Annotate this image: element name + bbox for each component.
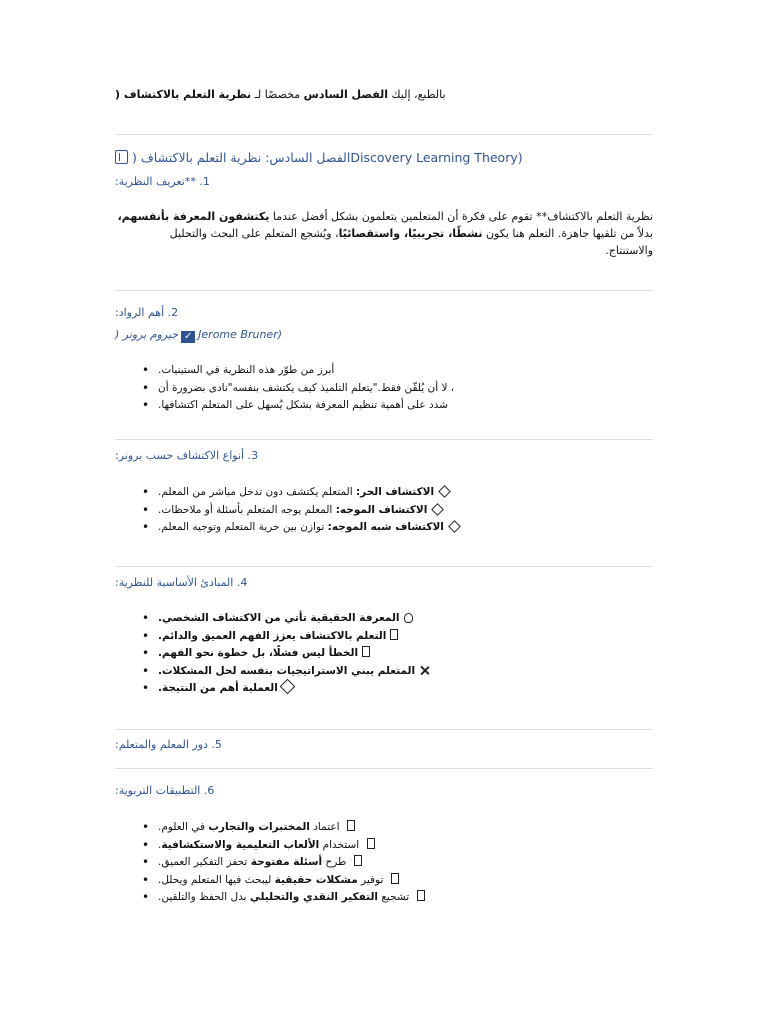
pioneer-arabic: جيروم برونر ( xyxy=(115,328,179,341)
check-icon: ✓ xyxy=(181,331,195,343)
divider xyxy=(115,290,653,291)
list-item: • تشجيع التفكير النقدي والتحليلي بدل الحفظ والتلقين. xyxy=(115,889,653,907)
box-icon xyxy=(347,820,355,831)
section3-heading: 3. أنواع الاكتشاف حسب برونر: xyxy=(115,449,259,462)
box-icon xyxy=(367,838,375,849)
section1-heading: 1. **تعريف النظرية: xyxy=(115,175,210,188)
diamond-icon xyxy=(431,503,444,516)
chapter-title-latin: Discovery Learning Theory) xyxy=(350,150,523,165)
section4-list xyxy=(115,610,653,698)
diamond-icon xyxy=(448,520,461,533)
section1-line1: نظرية التعلم بالاكتشاف** تقوم على فكرة أن المتعلمين يتعلمون بشكل أفضل عندما يكتشفون المعرفة بأنفسهم، xyxy=(117,210,653,223)
list-item: • المعرفة الحقيقية تأتي من الاكتشاف الشخصي. xyxy=(115,610,653,628)
box-icon xyxy=(390,629,398,640)
list-item: • التعلم بالاكتشاف يعزز الفهم العميق والدائم. xyxy=(115,628,653,646)
box-icon xyxy=(362,646,370,657)
list-item: • استخدام الألعاب التعليمية والاستكشافية. xyxy=(115,837,653,855)
document-page xyxy=(115,0,653,1024)
list-item: • المتعلم يبني الاستراتيجيات بنفسه لحل المشكلات. xyxy=(115,663,653,681)
divider xyxy=(115,768,653,769)
section6-heading: 6. التطبيقات التربوية: xyxy=(115,784,215,797)
list-item: • ، لا أن يُلقّن فقط."يتعلم التلميذ كيف يكتشف بنفسه"نادى بضرورة أن xyxy=(142,380,455,395)
intro-mid: مخصصًا لـ xyxy=(251,88,304,101)
tools-icon xyxy=(419,665,430,676)
list-item: • شدد على أهمية تنظيم المعرفة بشكل يُسهل على المتعلم اكتشافها. xyxy=(142,398,448,412)
section3-list xyxy=(115,484,653,537)
list-item: • توفير مشكلات حقيقية ليبحث فيها المتعلم ويحلل. xyxy=(115,872,653,890)
box-icon xyxy=(417,890,425,901)
intro-bold-chapter: الفصل السادس xyxy=(303,88,389,101)
list-item: • طرح أسئلة مفتوحة تحفز التفكير العميق. xyxy=(115,854,653,872)
list-item: • أبرز من طوّر هذه النظرية في الستينيات. xyxy=(142,363,335,377)
divider xyxy=(115,566,653,567)
divider xyxy=(115,134,653,135)
chapter-title xyxy=(115,150,653,165)
box-icon xyxy=(391,873,399,884)
divider xyxy=(115,439,653,440)
book-icon xyxy=(115,150,128,164)
list-item: • الخطأ ليس فشلًا، بل خطوة نحو الفهم. xyxy=(115,645,653,663)
pioneer-latin: Jerome Bruner) xyxy=(198,328,283,341)
divider xyxy=(115,729,653,730)
section2-heading: 2. أهم الرواد: xyxy=(115,306,179,319)
intro-pre: بالطبع، إليك xyxy=(388,88,446,101)
list-item: • الاكتشاف شبه الموجه: توازن بين حرية المتعلم وتوجيه المعلم. xyxy=(115,519,653,537)
list-item: • اعتماد المختبرات والتجارب في العلوم. xyxy=(115,819,653,837)
section5-heading: 5. دور المعلم والمتعلم: xyxy=(115,738,222,751)
section4-heading: 4. المبادئ الأساسية للنظرية: xyxy=(115,576,248,589)
section1-line3: والاستنتاج. xyxy=(605,244,653,257)
diamond-icon xyxy=(438,485,451,498)
list-item: • الاكتشاف الموجه: المعلم يوجه المتعلم بأسئلة أو ملاحظات. xyxy=(115,502,653,520)
box-icon xyxy=(354,855,362,866)
section2-pioneer xyxy=(115,328,282,343)
gem-icon xyxy=(280,679,296,695)
chapter-title-arabic: الفصل السادس: نظرية التعلم بالاكتشاف ( xyxy=(132,150,351,165)
section1-line2: بدلاً من تلقيها جاهزة. التعلم هنا يكون نشطًا، تجريبيًا، واستقصائيًا، ويُشجع المتعلم على البحث والتحليل xyxy=(169,227,653,240)
lightbulb-icon xyxy=(404,613,413,623)
list-item: • العملية أهم من النتيجة. xyxy=(115,680,653,698)
section1-paragraph xyxy=(115,208,653,259)
section2-list xyxy=(115,362,653,415)
list-item: • الاكتشاف الحر: المتعلم يكتشف دون تدخل مباشر من المعلم. xyxy=(115,484,653,502)
intro-bold-theory: نظرية التعلم بالاكتشاف ( xyxy=(115,88,252,101)
section6-list xyxy=(115,819,653,907)
